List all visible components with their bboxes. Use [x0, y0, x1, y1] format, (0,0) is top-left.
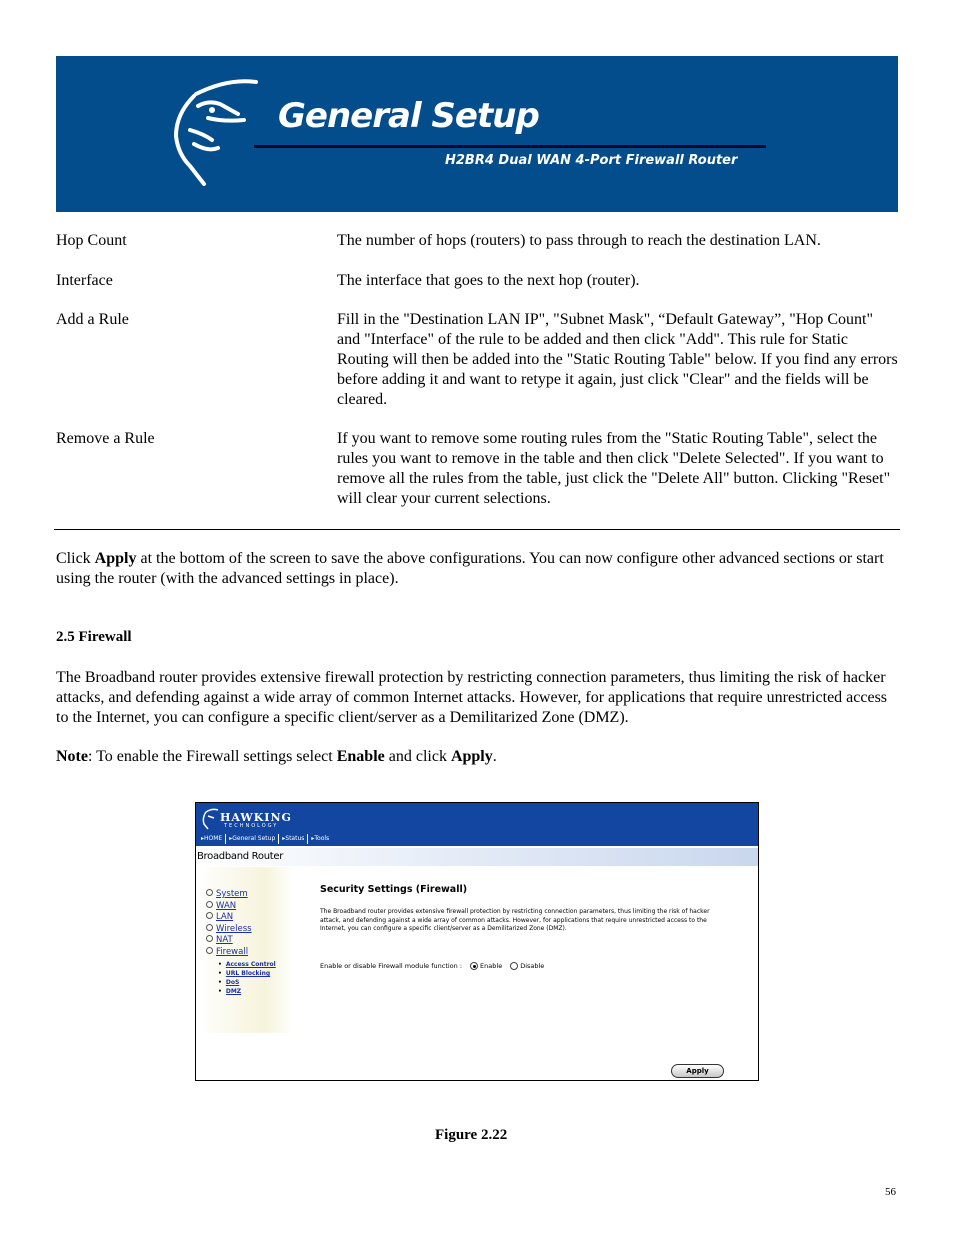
submenu-label: URL Blocking [225, 970, 271, 977]
definition-desc: The number of hops (routers) to pass through to reach the destination LAN. [337, 232, 821, 249]
note-label: Note [56, 748, 88, 765]
intro-paragraph: The Broadband router provides extensive firewall protection by restricting connection parameters, thus limiting the risk of hacker attacks, and defending against a wide array of common Internet attacks. However, for applications that require unrestricted access to the Internet, you can configure a specific client/server as a Demilitarized Zone (DMZ). [56, 669, 888, 726]
apply-bold: Apply [450, 748, 493, 765]
submenu-item-access-control[interactable] [218, 960, 276, 969]
submenu-item-dmz[interactable] [218, 987, 276, 996]
disable-radio[interactable] [510, 962, 518, 970]
menu-item-lan[interactable] [206, 912, 252, 924]
brand-subtext: TECHNOLOGY [224, 823, 279, 829]
circle-icon [206, 901, 213, 908]
banner-divider [254, 145, 766, 148]
enable-bold: Enable [336, 748, 385, 765]
circle-icon [206, 947, 213, 954]
text: . [492, 748, 497, 765]
nav-status[interactable]: ▸Status [279, 834, 308, 844]
hawking-logo [202, 808, 322, 830]
disable-label: Disable [520, 962, 545, 970]
apply-bold: Apply [94, 550, 137, 567]
circle-icon [206, 912, 213, 919]
figure-caption: Figure 2.22 [435, 1127, 508, 1143]
router-label: Broadband Router [197, 851, 284, 862]
brand-text: HAWKING [220, 811, 292, 824]
nav-tools[interactable]: ▸Tools [311, 835, 330, 842]
firewall-toggle-row [320, 962, 544, 970]
menu-label: Wireless [216, 923, 252, 934]
menu-item-firewall[interactable] [206, 947, 252, 959]
menu-label: System [216, 889, 248, 899]
router-nav [198, 834, 332, 844]
definition-term: Add a Rule [56, 311, 129, 328]
definition-desc: If you want to remove some routing rules from the "Static Routing Table", select the rules you want to remove in the table and then click "Delete Selected". If you want to remove all the rules from the table, just click the "Delete All" button. Clicking "Reset" will clear your current selections. [337, 430, 891, 507]
nav-home[interactable]: ▸HOME [198, 834, 226, 844]
section-heading: 2.5 Firewall [56, 629, 132, 645]
submenu-label: DoS [225, 979, 240, 986]
definition-term: Remove a Rule [56, 430, 155, 447]
menu-label: LAN [216, 912, 234, 923]
banner-title: General Setup [278, 96, 539, 136]
router-menu [206, 889, 252, 959]
circle-icon [206, 924, 213, 931]
enable-radio[interactable] [470, 962, 478, 970]
section-divider [54, 529, 900, 530]
menu-item-wan[interactable] [206, 901, 252, 913]
firewall-toggle-label: Enable or disable Firewall module function : [320, 962, 463, 970]
menu-item-wireless[interactable] [206, 924, 252, 936]
router-screenshot [195, 802, 759, 1081]
definition-term: Hop Count [56, 232, 127, 249]
submenu-item-dos[interactable] [218, 978, 276, 987]
bullet-icon: • [218, 979, 222, 986]
hawking-eagle-icon [202, 808, 218, 830]
enable-label: Enable [480, 962, 503, 970]
circle-icon [206, 889, 213, 896]
submenu-label: Access Control [225, 961, 276, 968]
definition-desc: Fill in the "Destination LAN IP", "Subnet Mask", “Default Gateway”, "Hop Count" and "Interface" of the rule to be added and then click "Add". This rule for Static Routing will then be added into the "Static Routing Table" below. If you find any errors before adding it and want to retype it again, just click "Clear" and the fields will be cleared. [337, 311, 898, 408]
bullet-icon: • [218, 961, 222, 968]
menu-item-nat[interactable] [206, 935, 252, 947]
firewall-submenu [218, 960, 276, 996]
text: and click [384, 748, 451, 765]
bullet-icon: • [218, 988, 222, 995]
page-number: 56 [885, 1186, 896, 1198]
text: at the bottom of the screen to save the above configurations. You can now configure other advanced sections or start using the router (with the advanced settings in place). [56, 550, 884, 587]
note-paragraph [56, 747, 900, 767]
banner-subtitle: H2BR4 Dual WAN 4-Port Firewall Router [445, 153, 738, 168]
bullet-icon: • [218, 970, 222, 977]
submenu-label: DMZ [225, 988, 242, 995]
eagle-logo-icon [168, 74, 258, 192]
submenu-item-url-blocking[interactable] [218, 969, 276, 978]
apply-paragraph [56, 549, 900, 589]
circle-icon [206, 935, 213, 942]
text: : To enable the Firewall settings select [87, 748, 337, 765]
menu-item-system[interactable] [206, 889, 252, 901]
text: Click [56, 550, 95, 567]
security-settings-desc: The Broadband router provides extensive firewall protection by restricting connection parameters, thus limiting the risk of hacker attack, and defending against a wide array of common attacks. However, for applications that require unrestricted access to the Internet, you can configure a specific client/server as a Demilitarized Zone (DMZ). [320, 908, 710, 932]
menu-label: NAT [216, 935, 233, 946]
header-banner [56, 56, 898, 212]
menu-label: WAN [216, 900, 237, 911]
definition-term: Interface [56, 272, 113, 289]
security-settings-title: Security Settings (Firewall) [320, 884, 468, 895]
menu-label: Firewall [216, 946, 249, 957]
definition-desc: The interface that goes to the next hop (router). [337, 272, 640, 289]
apply-button[interactable]: Apply [671, 1064, 724, 1078]
nav-general-setup[interactable]: ▸General Setup [226, 834, 279, 844]
